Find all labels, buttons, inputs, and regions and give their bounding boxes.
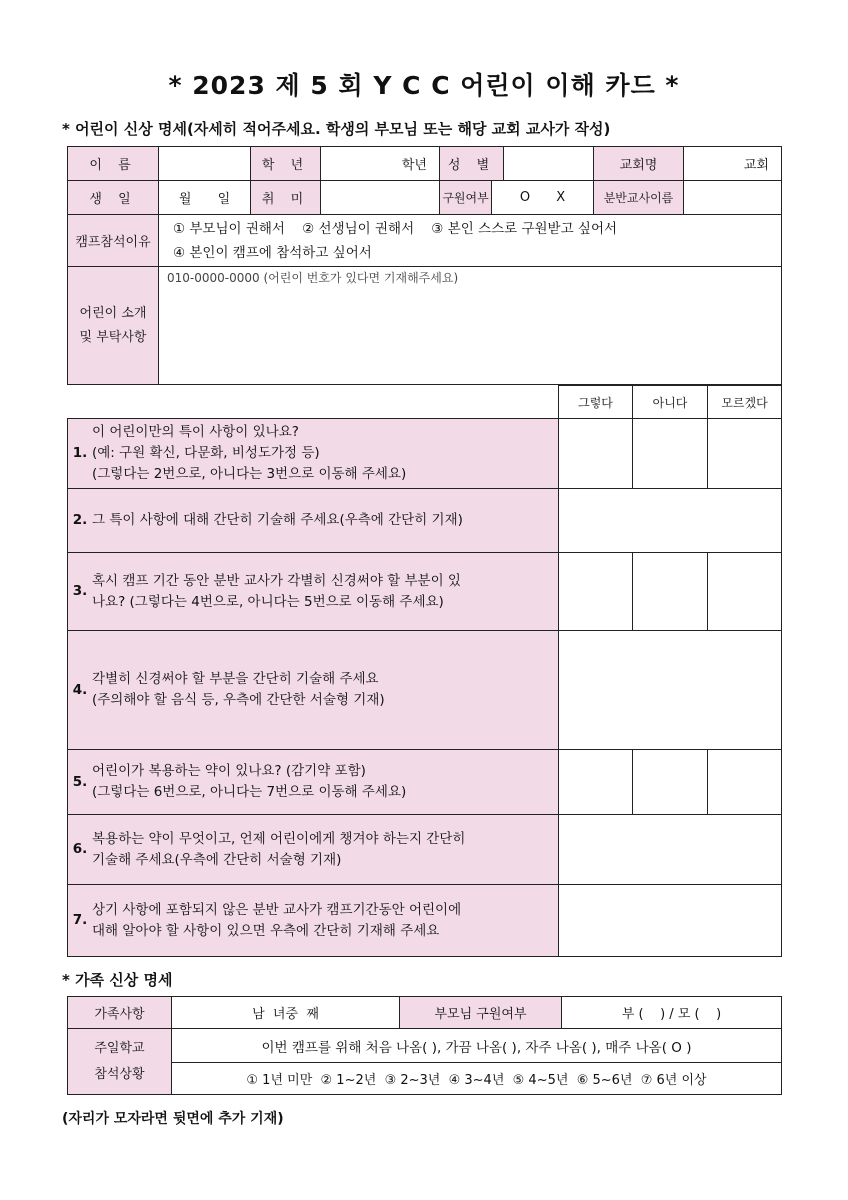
parents-saved-label: 부모님 구원여부	[400, 997, 562, 1029]
saved-field[interactable]: O X	[492, 181, 594, 215]
reason-line-1: ① 부모님이 권해서 ② 선생님이 권해서 ③ 본인 스스로 구원받고 싶어서	[173, 220, 618, 237]
answer-text-cell[interactable]	[559, 815, 782, 885]
child-info-table	[67, 146, 782, 385]
sunday-school-label	[68, 1029, 172, 1095]
question-number: 5.	[72, 773, 88, 790]
intro-field[interactable]	[159, 267, 782, 385]
question-1-line-1: 이 어린이만의 특이 사항이 있나요?	[92, 424, 299, 440]
section-note-child: * 어린이 신상 명세(자세히 적어주세요. 학생의 부모님 또는 해당 교회 교사가 작성)	[62, 120, 611, 138]
question-7-line-2: 대해 알아야 할 사항이 있으면 우측에 간단히 기재해 주세요	[92, 922, 440, 939]
saved-label: 구원여부	[440, 181, 492, 215]
question-1-line-3: (그렇다는 2번으로, 아니다는 3번으로 이동해 주세요)	[92, 466, 407, 482]
question-1	[68, 419, 559, 489]
question-3	[68, 553, 559, 631]
answer-yes-cell[interactable]	[559, 750, 633, 815]
question-row-7	[68, 885, 782, 957]
question-3-line-1: 혹시 캠프 기간 동안 분반 교사가 각별히 신경써야 할 부분이 있	[92, 572, 461, 589]
intro-hint: 010-0000-0000 (어린이 번호가 있다면 기재해주세요)	[167, 271, 459, 285]
question-6	[68, 815, 559, 885]
question-number: 4.	[72, 681, 88, 698]
question-row-4	[68, 631, 782, 750]
question-2-line-1: 그 특이 사항에 대해 간단히 기술해 주세요(우측에 간단히 기재)	[92, 511, 463, 528]
sunday-label-line-1: 주일학교	[94, 1040, 145, 1056]
grade-field[interactable]: 학년	[321, 147, 440, 181]
answer-no-cell[interactable]	[633, 419, 708, 489]
question-row-1	[68, 419, 782, 489]
name-field[interactable]	[159, 147, 251, 181]
question-row-5	[68, 750, 782, 815]
question-1-line-2: (예: 구원 확신, 다문화, 비성도가정 등)	[92, 445, 320, 461]
answer-text-cell[interactable]	[559, 885, 782, 957]
answer-yes-cell[interactable]	[559, 419, 633, 489]
reason-line-2: ④ 본인이 캠프에 참석하고 싶어서	[173, 244, 372, 261]
questions-table	[67, 385, 782, 957]
birthday-field[interactable]: 월 일	[159, 181, 251, 215]
answer-no-cell[interactable]	[633, 553, 708, 631]
intro-label	[68, 267, 159, 385]
church-label: 교회명	[594, 147, 684, 181]
hobby-field[interactable]	[321, 181, 440, 215]
question-number: 7.	[72, 912, 88, 928]
sunday-label-line-2: 참석상황	[94, 1066, 145, 1082]
question-row-3	[68, 553, 782, 631]
attendance-duration[interactable]: ① 1년 미만 ② 1~2년 ③ 2~3년 ④ 3~4년 ⑤ 4~5년 ⑥ 5~6년 ⑦ 6년 이상	[172, 1063, 782, 1095]
answer-unknown-cell[interactable]	[708, 553, 782, 631]
answer-text-cell[interactable]	[559, 489, 782, 553]
answer-header-unknown: 모르겠다	[708, 386, 782, 419]
answer-yes-cell[interactable]	[559, 553, 633, 631]
family-info-table	[67, 996, 782, 1095]
gender-label: 성 별	[440, 147, 504, 181]
reason-label: 캠프참석이유	[68, 215, 159, 267]
question-number: 3.	[72, 583, 88, 599]
birthday-label: 생 일	[68, 181, 159, 215]
answer-unknown-cell[interactable]	[708, 419, 782, 489]
section-note-family: * 가족 신상 명세	[62, 971, 173, 989]
name-label: 이 름	[68, 147, 159, 181]
question-5-line-2: (그렇다는 6번으로, 아니다는 7번으로 이동해 주세요)	[92, 784, 407, 800]
question-6-line-2: 기술해 주세요(우측에 간단히 서술형 기재)	[92, 851, 342, 868]
answer-header-no: 아니다	[633, 386, 708, 419]
parents-saved-field[interactable]: 부 ( ) / 모 ( )	[562, 997, 782, 1029]
intro-label-line-1: 어린이 소개	[79, 305, 147, 321]
teacher-label: 분반교사이름	[594, 181, 684, 215]
footer-note: (자리가 모자라면 뒷면에 추가 기재)	[62, 1111, 284, 1127]
intro-label-line-2: 및 부탁사항	[79, 329, 147, 345]
question-5-line-1: 어린이가 복용하는 약이 있나요? (감기약 포함)	[92, 763, 366, 779]
question-number: 1.	[72, 445, 88, 461]
page-title: * 2023 제 5 회 Y C C 어린이 이해 카드 *	[168, 71, 680, 100]
gender-field[interactable]	[504, 147, 594, 181]
question-2	[68, 489, 559, 553]
answer-no-cell[interactable]	[633, 750, 708, 815]
question-7-line-1: 상기 사항에 포함되지 않은 분반 교사가 캠프기간동안 어린이에	[92, 901, 462, 918]
family-label: 가족사항	[68, 997, 172, 1029]
question-number: 6.	[72, 841, 88, 857]
question-row-6	[68, 815, 782, 885]
grade-label: 학 년	[251, 147, 321, 181]
question-4	[68, 631, 559, 750]
answer-text-cell[interactable]	[559, 631, 782, 750]
question-5	[68, 750, 559, 815]
church-field[interactable]: 교회	[684, 147, 782, 181]
attendance-frequency[interactable]: 이번 캠프를 위해 처음 나옴( ), 가끔 나옴( ), 자주 나옴( ), 매주 나옴( O )	[172, 1029, 782, 1063]
question-7	[68, 885, 559, 957]
question-4-line-2: (주의해야 할 음식 등, 우측에 간단한 서술형 기재)	[92, 692, 385, 708]
teacher-field[interactable]	[684, 181, 782, 215]
hobby-label: 취 미	[251, 181, 321, 215]
family-field[interactable]: 남 녀중 째	[172, 997, 400, 1029]
answer-unknown-cell[interactable]	[708, 750, 782, 815]
question-number: 2.	[72, 511, 88, 528]
question-4-line-1: 각별히 신경써야 할 부분을 간단히 기술해 주세요	[92, 671, 379, 687]
question-6-line-1: 복용하는 약이 무엇이고, 언제 어린이에게 챙겨야 하는지 간단히	[92, 830, 466, 847]
reason-options[interactable]	[159, 215, 782, 267]
answer-header-yes: 그렇다	[559, 386, 633, 419]
question-row-2	[68, 489, 782, 553]
question-3-line-2: 나요? (그렇다는 4번으로, 아니다는 5번으로 이동해 주세요)	[92, 593, 444, 610]
